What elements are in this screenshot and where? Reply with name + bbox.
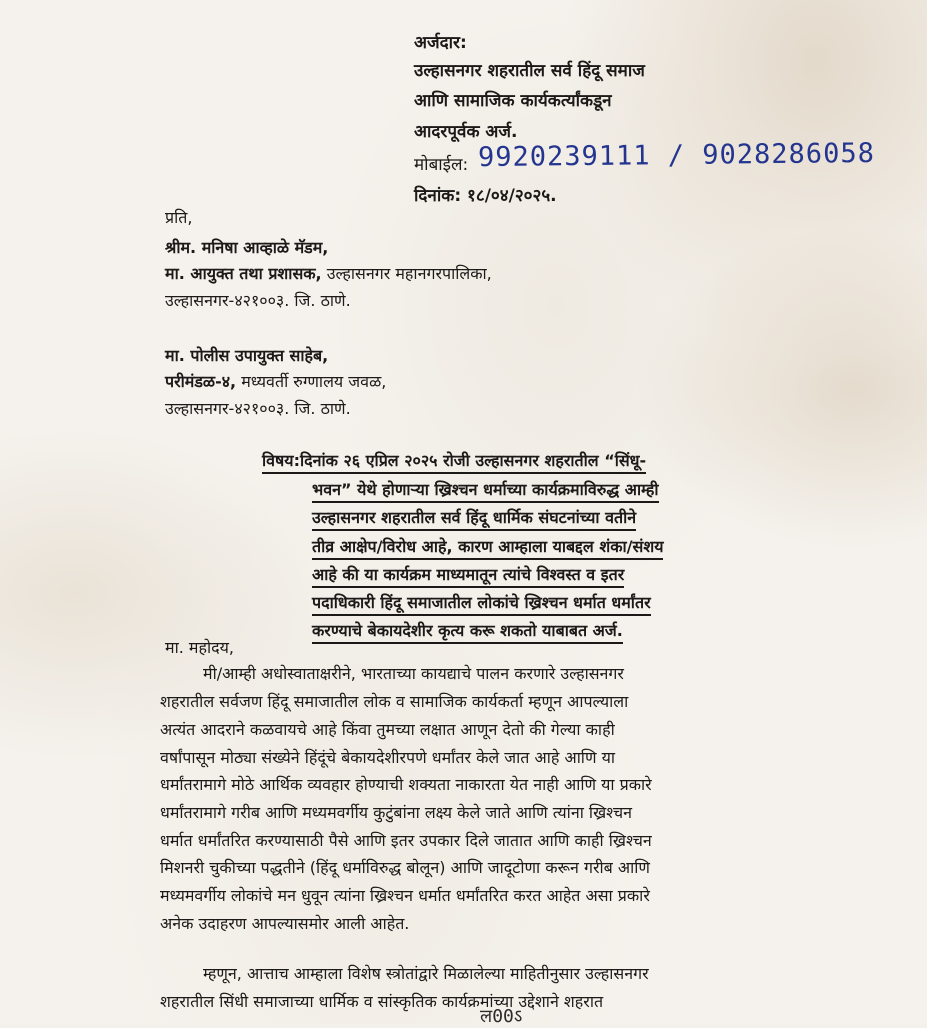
mobile-label: मोबाईल: (414, 155, 469, 175)
paragraph2-line-2: शहरातील सिंधी समाजाच्या धार्मिक व सांस्कृतिक कार्यक्रमांच्या उद्देशाने शहरात (160, 992, 604, 1011)
to-label: प्रति, (165, 208, 193, 227)
recipient2-city: उल्हासनगर-४२१००३. जि. ठाणे. (165, 399, 351, 418)
paragraph1-line-3: अत्यंत आदराने कळवायचे आहे किंवा तुमच्या लक्षात आणून देतो की गेल्या काही (160, 720, 615, 739)
recipient1-title (165, 262, 492, 284)
subject-line-6: पदाधिकारी हिंदू समाजातील लोकांचे ख्रिश्चन धर्मात धर्मांतर (312, 591, 651, 616)
paragraph1-line-4: वर्षांपासून मोठ्या संख्येने हिंदूंचे बेकायदेशीरपणे धर्मांतर केले जात आहे आणि या (160, 748, 616, 767)
subject-line-4: तीव्र आक्षेप/विरोध आहे, कारण आम्हाला याबद्दल शंका/संशय (312, 535, 663, 560)
letter-date: दिनांक: १८/०४/२०२५. (414, 186, 557, 206)
paragraph1-line-6: धर्मांतरामागे गरीब आणि मध्यमवर्गीय कुटुंबांना लक्ष्य केले जाते आणि त्यांना ख्रिश्चन (160, 803, 633, 822)
paragraph1-line-7: धर्मात धर्मांतरित करण्यासाठी पैसे आणि इतर उपकार दिले जातात आणि काही ख्रिश्चन (160, 831, 652, 850)
subject-line-1: विषय:दिनांक २६ एप्रिल २०२५ रोजी उल्हासनगर शहरातील “सिंधू- (262, 449, 646, 474)
subject-line-2: भवन” येथे होणाऱ्या ख्रिश्चन धर्माच्या कार्यक्रमाविरुद्ध आम्ही (312, 478, 659, 503)
subject-line-7: करण्याचे बेकायदेशीर कृत्य करू शकतो याबाबत अर्ज. (312, 619, 623, 644)
paragraph1-line-10: अनेक उदाहरण आपल्यासमोर आली आहेत. (160, 914, 410, 933)
recipient1-name: श्रीम. मनिषा आव्हाळे मॅडम, (165, 238, 329, 257)
recipient2-line2 (165, 370, 386, 392)
paragraph1-line-9: मध्यमवर्गीय लोकांचे मन धुवून त्यांना ख्रिश्चन धर्मात धर्मांतरित करत आहेत असा प्रकारे (160, 886, 650, 905)
sender-line-2: आणि सामाजिक कार्यकर्त्यांकडून (414, 91, 612, 111)
salutation: मा. महोदय, (165, 638, 234, 657)
sender-label: अर्जदार: (414, 33, 467, 53)
recipient2-line2-rest: मध्यवर्ती रुग्णालय जवळ, (236, 372, 387, 391)
sender-line-3: आदरपूर्वक अर्ज. (414, 122, 518, 142)
recipient1-title-bold: मा. आयुक्त तथा प्रशासक, (165, 264, 322, 283)
paragraph1-line-1: मी/आम्ही अधोस्वाताक्षरीने, भारताच्या कायद्याचे पालन करणारे उल्हासनगर (203, 664, 624, 683)
paragraph1-line-2: शहरातील सर्वजण हिंदू समाजातील लोक व सामाजिक कार्यकर्ता म्हणून आपल्याला (160, 692, 629, 711)
recipient1-title-rest: उल्हासनगर महानगरपालिका, (321, 264, 492, 283)
recipient1-city: उल्हासनगर-४२१००३. जि. ठाणे. (165, 291, 351, 310)
sender-line-1: उल्हासनगर शहरातील सर्व हिंदू समाज (414, 61, 645, 81)
handwritten-mobile-numbers: 9920239111 / 9028286058 (477, 137, 876, 174)
recipient2-name: मा. पोलीस उपायुक्त साहेब, (165, 346, 329, 365)
paragraph2-line-1: म्हणून, आत्ताच आम्हाला विशेष स्त्रोतांद्वारे मिळालेल्या माहितीनुसार उल्हासनगर (203, 964, 649, 983)
subject-line-5: आहे की या कार्यक्रम माध्यमातून त्यांचे विश्वस्त व इतर (312, 563, 624, 588)
paragraph1-line-5: धर्मांतरामागे मोठे आर्थिक व्यवहार होण्याची शक्यता नाकारता येत नाही आणि या प्रकारे (160, 775, 652, 794)
stamp-fragment: ल00ऽ (480, 1006, 523, 1027)
subject-line-3: उल्हासनगर शहरातील सर्व हिंदू धार्मिक संघटनांच्या वतीने (312, 506, 636, 531)
recipient2-line2-bold: परीमंडळ-४, (165, 372, 237, 391)
paragraph1-line-8: मिशनरी चुकीच्या पद्धतीने (हिंदू धर्माविरुद्ध बोलून) आणि जादूटोणा करून गरीब आणि (160, 858, 650, 877)
